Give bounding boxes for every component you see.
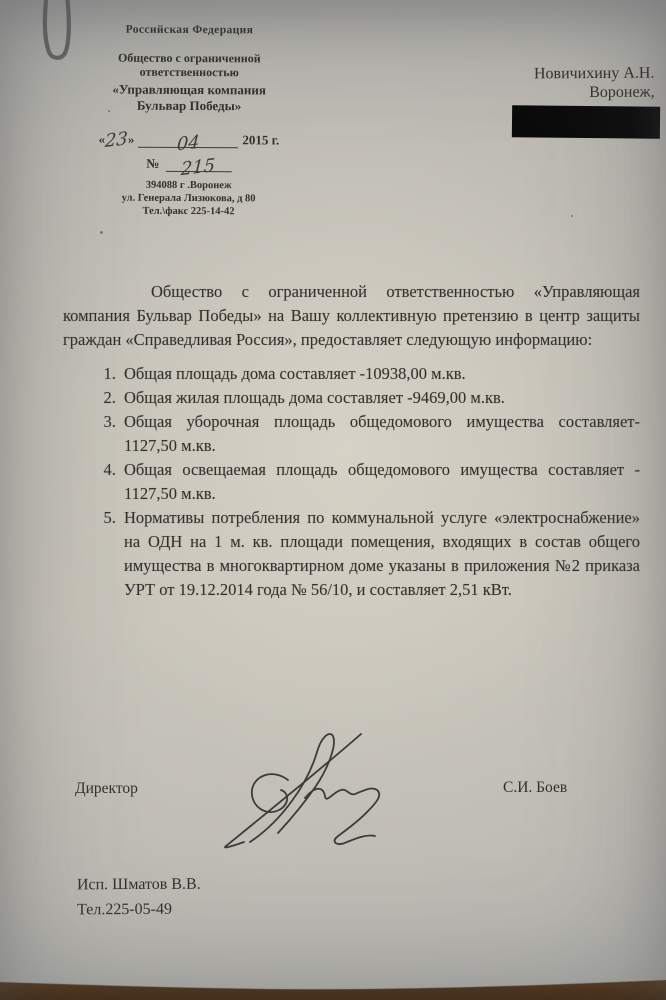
info-list: [63, 362, 640, 602]
org-postal-city: 394088 г .Воронеж: [145, 179, 232, 192]
date-line: [55, 126, 323, 156]
org-name-line1: Общество с ограниченной: [117, 50, 261, 66]
list-item: 5. Нормативы потребления по коммунальной услуге «электроснабжение» на ОДН на 1 м. кв. площади помещения, входящих в состав общего имущества в многоквартирном доме указаны в приложения №2 приказа УРТ от 19.12.2014 года № 56/10, и составляет 2,51 кВт.: [120, 506, 640, 602]
handwritten-day: 23: [104, 128, 129, 153]
dust-speck: [108, 110, 110, 112]
org-name-line3: «Управляющая компания: [112, 81, 266, 98]
addressee-name: Новичихину А.Н.: [534, 64, 655, 83]
open-quote: «: [98, 131, 106, 147]
addressee-block: [534, 64, 655, 103]
doc-number-line: [55, 154, 323, 181]
executor-phone: Тел.225-05-49: [77, 900, 173, 918]
letter-body: [63, 280, 640, 602]
org-name-line2: ответственностью: [139, 64, 239, 80]
table-surface: [0, 976, 666, 1000]
list-item: 4. Общая освещаемая площадь общедомового имущества составляет - 1127,50 м.кв.: [120, 458, 640, 506]
list-item: 3. Общая уборочная площадь общедомового имущества составляет- 1127,50 м.кв.: [120, 410, 640, 458]
year-label: 2015 г.: [242, 132, 280, 148]
org-name-line4: Бульвар Победы»: [136, 97, 242, 114]
letterhead: [54, 23, 323, 218]
handwritten-number: 215: [180, 154, 216, 181]
number-sign: №: [146, 155, 160, 171]
redaction-box: [512, 105, 660, 139]
close-quote: »: [127, 131, 135, 147]
executor-name: Исп. Шматов В.В.: [76, 875, 201, 894]
director-label: Директор: [75, 780, 138, 797]
org-address: [54, 178, 322, 218]
body-intro: Общество с ограниченной ответственностью «Управляющая компания Бульвар Победы» на Вашу коллективную претензию в центр защиты граждан «Справедливая Россия», предоставляет следующую информацию:: [63, 282, 640, 349]
org-phone-fax: Тел.\факс 225-14-42: [142, 205, 235, 218]
dust-speck: [571, 215, 573, 217]
handwritten-month: 04: [176, 131, 201, 156]
dust-speck: [100, 231, 103, 234]
list-item: 2. Общая жилая площадь дома составляет -9469,00 м.кв.: [120, 386, 640, 410]
signature: [218, 724, 410, 866]
executor-block: [77, 873, 201, 923]
addressee-city: Воронеж,: [589, 83, 656, 102]
list-item: 1. Общая площадь дома составляет -10938,00 м.кв.: [120, 362, 640, 386]
org-street: ул. Генерала Лизюкова, д 80: [121, 192, 256, 205]
signer-name: С.И. Боев: [503, 779, 568, 796]
letterhead-country: Российская Федерация: [125, 23, 254, 37]
